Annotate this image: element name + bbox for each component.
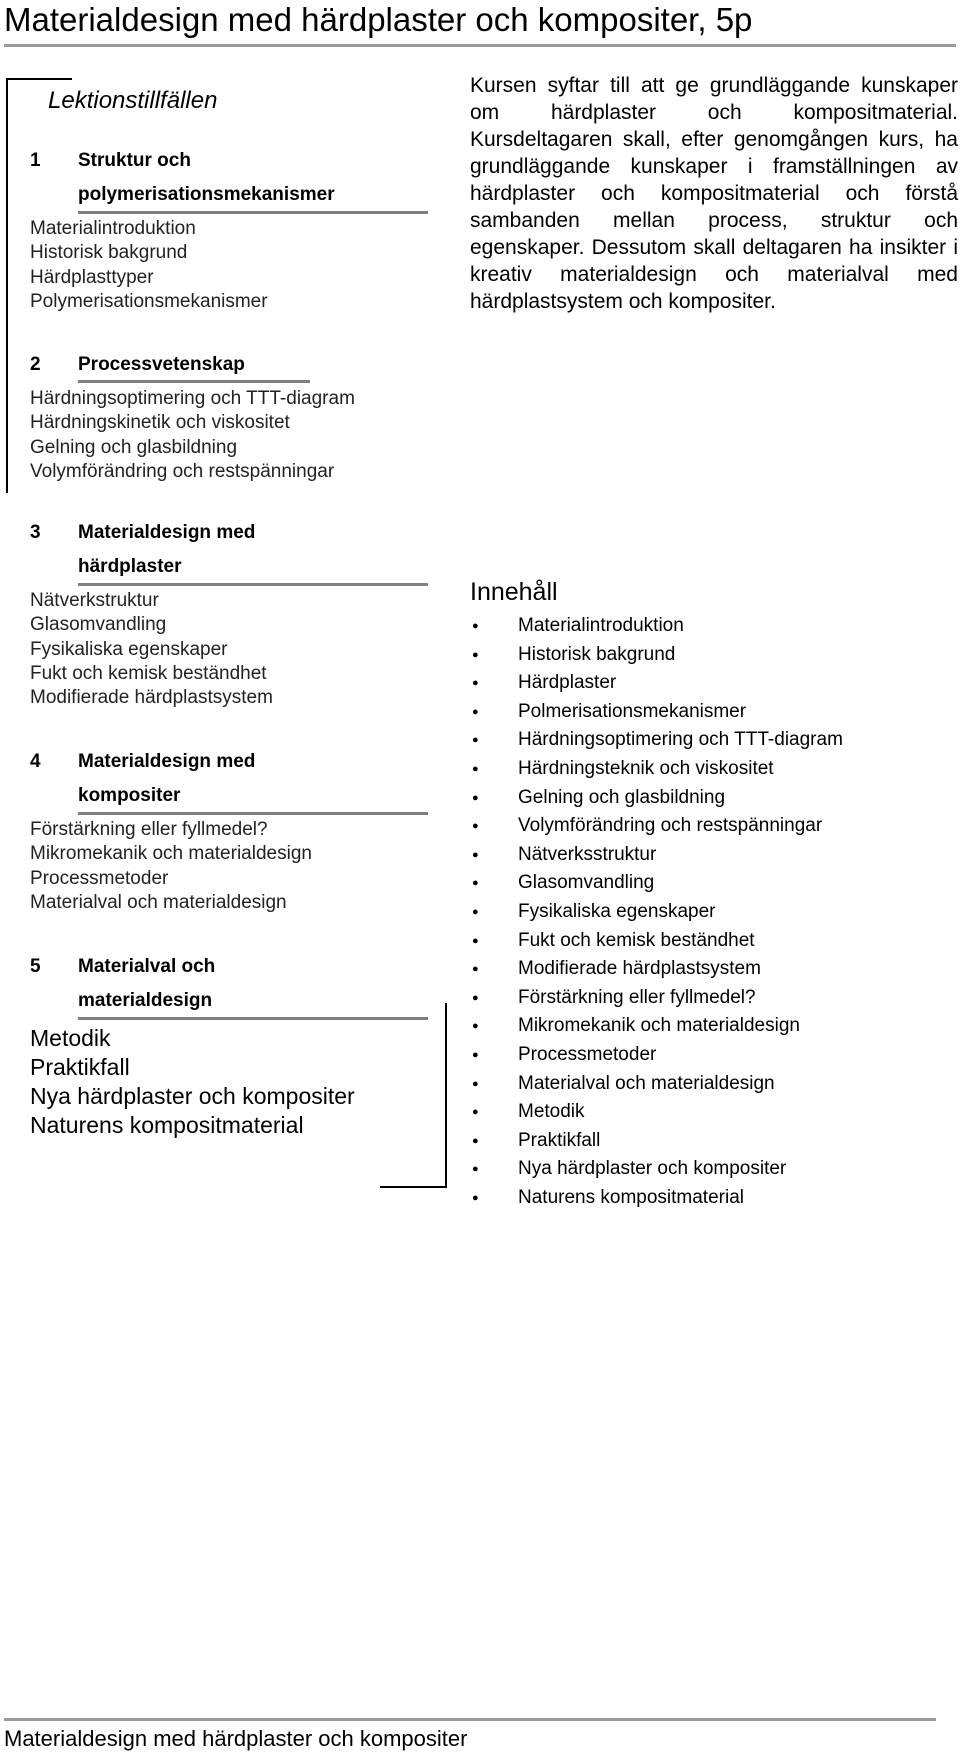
list-item: ● Mikromekanik och materialdesign [470, 1012, 843, 1041]
lektioner-heading: Lektionstillfällen [48, 87, 218, 114]
list-item: ● Processmetoder [470, 1041, 843, 1070]
list-item: Gelning och glasbildning [30, 436, 238, 458]
list-item: ● Praktikfall [470, 1127, 843, 1156]
course-intro: Kursen syftar till att ge grundläggande kunskaper om härdplaster och kompositmaterial. Kursdeltagaren skall, efter genomgången kurs, ha grundläggande kunskaper i framställningen av härdplaster och kompositmaterial och förstå sambanden mellan process, struktur och egenskaper. Dessutom skall deltagaren ha insikter i kreativ materialdesign och materialval med härdplastsystem och kompositer. [470, 74, 958, 313]
list-item: Nya härdplaster och kompositer [30, 1083, 355, 1109]
list-item: ● Gelning och glasbildning [470, 784, 843, 813]
list-item: ● Nya härdplaster och kompositer [470, 1155, 843, 1184]
list-item: ● Metodik [470, 1098, 843, 1127]
section-title-line1: Struktur och [78, 150, 191, 171]
section-5-items [30, 1024, 355, 1140]
section-underline [78, 211, 428, 214]
list-item: Härdningskinetik och viskositet [30, 412, 290, 434]
section-number: 2 [30, 354, 41, 375]
list-item: ● Volymförändring och restspänningar [470, 812, 843, 841]
right-bracket-vertical [445, 1003, 447, 1188]
section-title-line1: Materialdesign med [78, 751, 256, 772]
section-4-items [30, 818, 312, 915]
section-title-line1: Materialval och [78, 956, 216, 977]
list-item: Historisk bakgrund [30, 242, 188, 264]
section-underline [78, 1017, 428, 1020]
section-number: 3 [30, 522, 41, 543]
footer-rule [4, 1718, 936, 1721]
section-underline [78, 583, 428, 586]
section-number: 1 [30, 150, 41, 171]
left-bracket-vertical [6, 78, 8, 493]
list-item: Modifierade härdplastsystem [30, 687, 273, 709]
list-item: ● Materialval och materialdesign [470, 1070, 843, 1099]
section-number: 5 [30, 956, 41, 977]
list-item: Volymförändring och restspänningar [30, 460, 335, 482]
list-item: Naturens kompositmaterial [30, 1112, 304, 1138]
left-bracket-top [6, 78, 72, 80]
section-title-line1: Materialdesign med [78, 522, 256, 543]
innehall-list [470, 612, 843, 1212]
list-item: Praktikfall [30, 1054, 130, 1080]
list-item: ● Nätverksstruktur [470, 841, 843, 870]
page-title: Materialdesign med härdplaster och kompositer, 5p [4, 1, 753, 38]
section-3-items [30, 589, 273, 710]
list-item: ● Fukt och kemisk beständhet [470, 927, 843, 956]
section-title-line2: materialdesign [78, 990, 213, 1011]
list-item: Fysikaliska egenskaper [30, 638, 228, 660]
section-1-items [30, 217, 268, 314]
list-item: Härdningsoptimering och TTT-diagram [30, 388, 355, 409]
innehall-heading: Innehåll [470, 578, 558, 606]
list-item: Härdplasttyper [30, 266, 154, 288]
list-item: Materialintroduktion [30, 218, 196, 239]
list-item: ● Materialintroduktion [470, 612, 843, 641]
page-footer: Materialdesign med härdplaster och kompositer [4, 1726, 468, 1751]
section-number: 4 [30, 751, 41, 772]
list-item: Metodik [30, 1025, 111, 1051]
list-item: ● Härdningsoptimering och TTT-diagram [470, 726, 843, 755]
list-item: ● Glasomvandling [470, 869, 843, 898]
list-item: Materialval och materialdesign [30, 891, 287, 913]
list-item: Glasomvandling [30, 614, 167, 636]
list-item: ● Härdplaster [470, 669, 843, 698]
section-title-line2: kompositer [78, 785, 181, 806]
list-item: ● Modifierade härdplastsystem [470, 955, 843, 984]
list-item: Fukt och kemisk beständhet [30, 662, 267, 684]
list-item: ● Förstärkning eller fyllmedel? [470, 984, 843, 1013]
list-item: Förstärkning eller fyllmedel? [30, 819, 268, 840]
section-title-line2: polymerisationsmekanismer [78, 184, 335, 205]
section-underline [78, 380, 310, 383]
list-item: ● Polmerisationsmekanismer [470, 698, 843, 727]
title-rule [4, 44, 956, 47]
list-item: ● Härdningsteknik och viskositet [470, 755, 843, 784]
section-title-line1: Processvetenskap [78, 354, 245, 375]
list-item: ● Fysikaliska egenskaper [470, 898, 843, 927]
right-bracket-bottom [380, 1186, 447, 1188]
list-item: Polymerisationsmekanismer [30, 290, 268, 312]
section-title-line2: härdplaster [78, 556, 182, 577]
list-item: Processmetoder [30, 867, 169, 889]
list-item: Mikromekanik och materialdesign [30, 843, 312, 865]
list-item: Nätverkstruktur [30, 590, 159, 611]
section-2-items [30, 387, 355, 484]
section-underline [78, 812, 428, 815]
list-item: ● Naturens kompositmaterial [470, 1184, 843, 1213]
list-item: ● Historisk bakgrund [470, 641, 843, 670]
